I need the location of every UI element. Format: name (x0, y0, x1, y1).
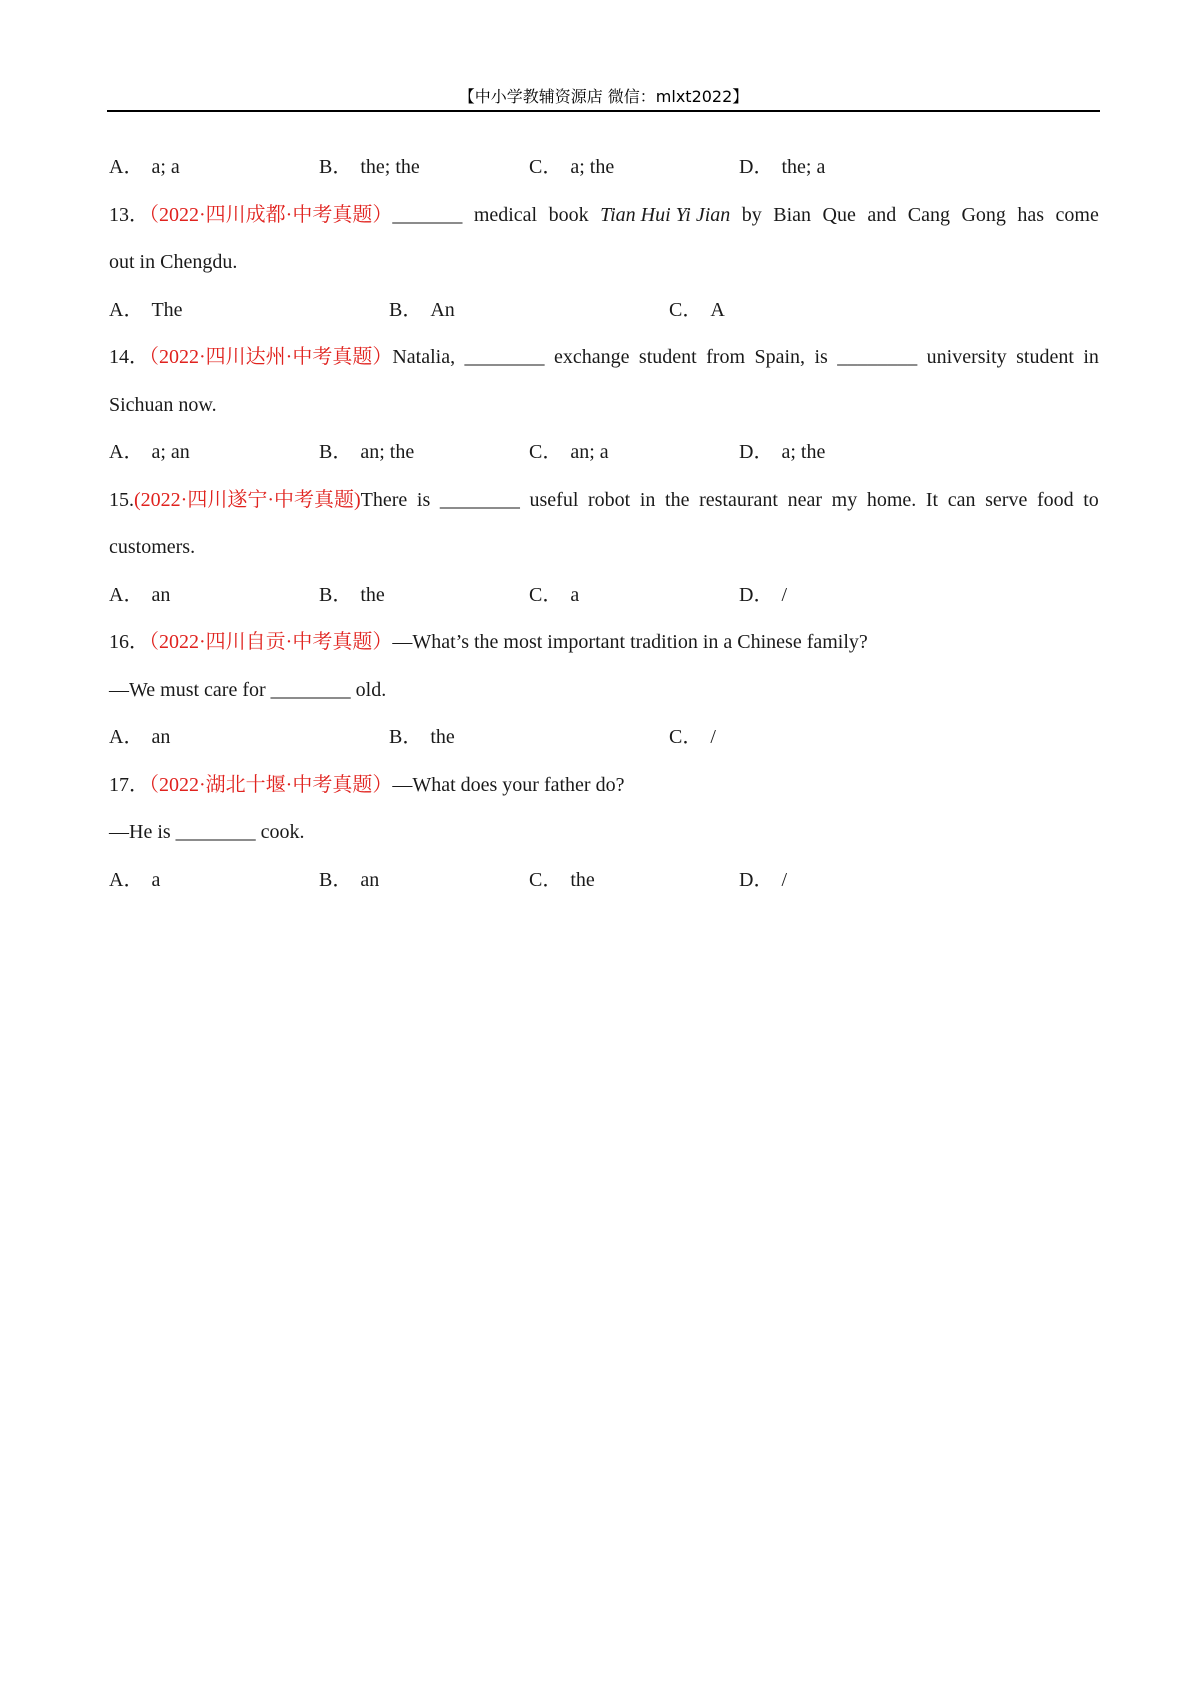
q12-options (109, 144, 1099, 192)
q14-blank-2: ________ (837, 346, 918, 368)
q17-source: （2022·湖北十堰·中考真题） (149, 773, 393, 796)
q14-option-a[interactable]: A． a; an (109, 441, 190, 463)
q12-option-b[interactable]: B． the; the (319, 156, 420, 178)
page-header: 【中小学教辅资源店 微信：mlxt2022】 (458, 87, 749, 106)
q14-options (109, 429, 1099, 477)
q13-options (109, 287, 1099, 335)
q14-source: （2022·四川达州·中考真题） (149, 346, 393, 368)
q13-book-title: Tian Hui Yi Jian (600, 203, 731, 226)
q14-blank-1: ________ (464, 346, 545, 368)
q17-option-c[interactable]: C． the (529, 868, 595, 891)
header-rule (107, 110, 1100, 112)
q13-option-a[interactable]: A． The (109, 298, 183, 321)
q13-blank: _______ (392, 203, 463, 226)
q14-stem-line1: 14．（2022·四川达州·中考真题）Natalia, ________ exchange student from Spain, is ________ university student in (109, 334, 1099, 382)
q16-options (109, 714, 1099, 762)
q12-option-a[interactable]: A． a; a (109, 156, 180, 178)
q15-options (109, 572, 1099, 620)
q16-number: 16． (109, 631, 149, 653)
q17-number: 17． (109, 773, 149, 796)
q13-number: 13． (109, 203, 149, 226)
q15-source: (2022·四川遂宁·中考真题) (134, 488, 361, 511)
q13-stem-line1: 13．（2022·四川成都·中考真题）_______ medical book Tian Hui Yi Jian by Bian Que and Cang Gong has come (109, 192, 1099, 240)
q14-option-d[interactable]: D． a; the (739, 441, 826, 463)
q14-option-c[interactable]: C． an; a (529, 441, 609, 463)
q14-number: 14． (109, 346, 149, 368)
q17-option-b[interactable]: B． an (319, 868, 380, 891)
q12-option-c[interactable]: C． a; the (529, 156, 615, 178)
q14-option-b[interactable]: B． an; the (319, 441, 415, 463)
q13-option-c[interactable]: C． A (669, 298, 725, 321)
q15-stem-line2: customers. (109, 536, 196, 558)
q15-stem-line1: 15.(2022·四川遂宁·中考真题)There is ________ useful robot in the restaurant near my home. It can serve food to (109, 477, 1099, 525)
q16-stem-line2: —We must care for ________ old. (109, 678, 387, 701)
q17-stem-line2: —He is ________ cook. (109, 821, 305, 843)
q15-blank: ________ (439, 488, 520, 511)
question-list (109, 144, 1099, 904)
q16-option-a[interactable]: A． an (109, 726, 171, 748)
q17-options (109, 857, 1099, 905)
q13-source: （2022·四川成都·中考真题） (149, 203, 393, 226)
q16-source: （2022·四川自贡·中考真题） (149, 631, 393, 653)
q16-stem-line1: 16．（2022·四川自贡·中考真题）—What’s the most important tradition in a Chinese family? (109, 631, 868, 653)
q13-option-b[interactable]: B． An (389, 298, 455, 321)
q13-stem-line2: out in Chengdu. (109, 251, 238, 273)
q16-option-b[interactable]: B． the (389, 726, 455, 748)
q15-option-b[interactable]: B． the (319, 583, 385, 606)
q15-option-c[interactable]: C． a (529, 583, 580, 606)
q15-number: 15. (109, 488, 134, 511)
q17-option-a[interactable]: A． a (109, 868, 161, 891)
q17-stem-line1: 17．（2022·湖北十堰·中考真题）—What does your father do? (109, 773, 625, 796)
q15-option-d[interactable]: D． / (739, 583, 788, 606)
q15-option-a[interactable]: A． an (109, 583, 171, 606)
q17-option-d[interactable]: D． / (739, 868, 788, 891)
q16-option-c[interactable]: C． / (669, 726, 716, 748)
q12-option-d[interactable]: D． the; a (739, 156, 826, 178)
q14-stem-line2: Sichuan now. (109, 393, 217, 416)
